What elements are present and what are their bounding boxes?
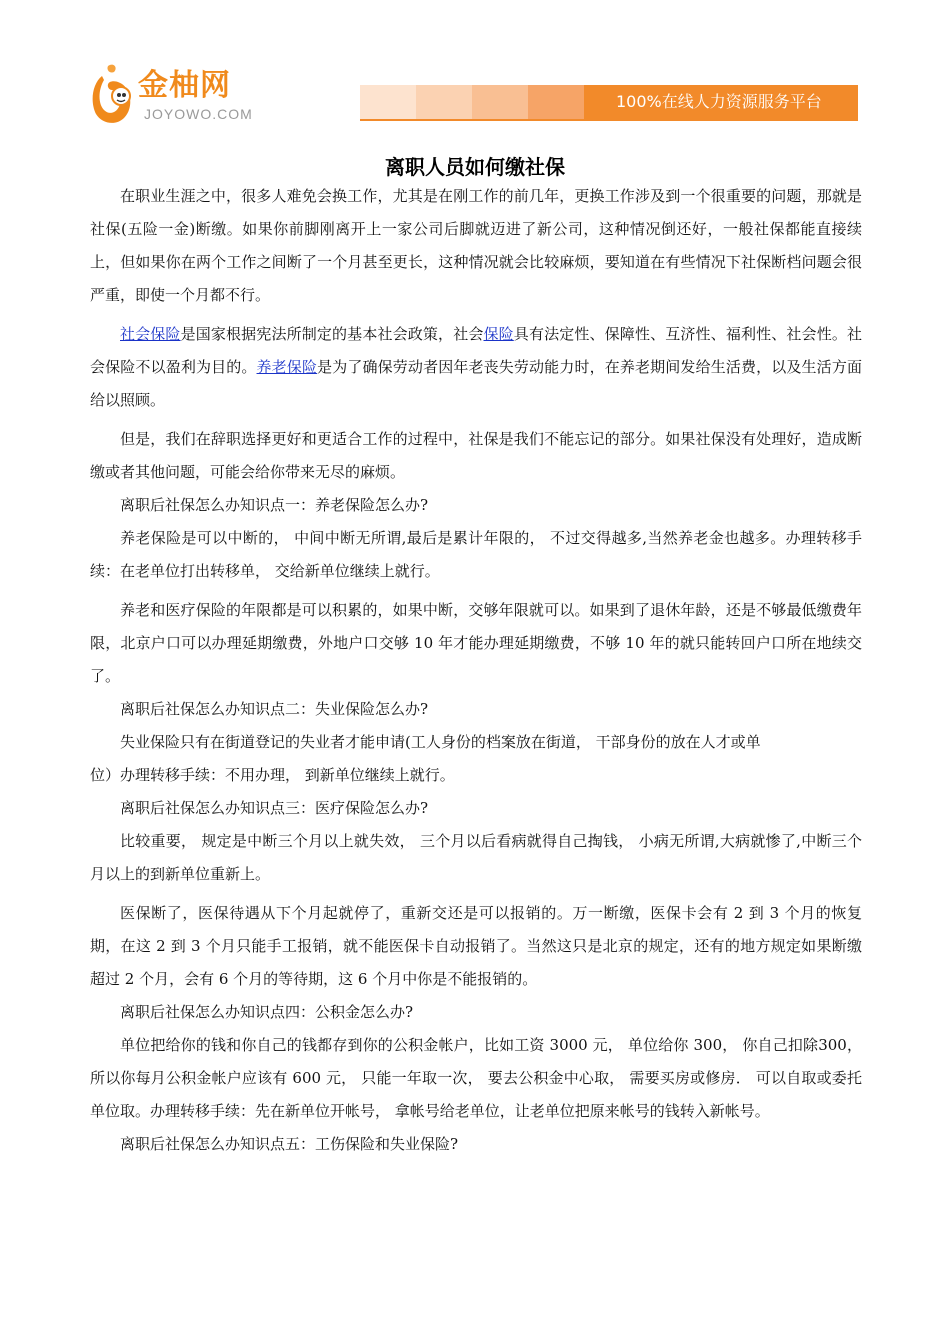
header-banner [360,85,858,119]
paragraph: 比较重要， 规定是中断三个月以上就失效， 三个月以后看病就得自己掏钱， 小病无所谓,大病就惨了,中断三个月以上的到新单位重新上。 [90,832,862,883]
page-header [0,0,950,140]
article-body [90,180,862,1161]
banner-gradient-block [360,85,416,119]
section-heading: 离职后社保怎么办知识点四：公积金怎么办? [120,1003,414,1021]
section-heading: 离职后社保怎么办知识点一：养老保险怎么办? [120,496,429,514]
brand-logo [88,62,263,132]
paragraph [90,318,862,417]
section-heading: 离职后社保怎么办知识点二：失业保险怎么办? [120,700,429,718]
paragraph: 养老和医疗保险的年限都是可以积累的，如果中断，交够年限就可以。如果到了退休年龄，还是不够最低缴费年限，北京户口可以办理延期缴费，外地户口交够 10 年才能办理延期缴费，不够 10 年的就只能转回户口所在地续交了。 [90,601,862,685]
paragraph-text: 是国家根据宪法所制定的基本社会政策，社会 [180,325,484,343]
page-title: 离职人员如何缴社保 [385,155,565,179]
paragraph: 失业保险只有在街道登记的失业者才能申请(工人身份的档案放在街道， 干部身份的放在人才或单 [120,733,761,751]
slogan-text: 100%在线人力资源服务平台 [616,92,822,111]
section-heading: 离职后社保怎么办知识点五：工伤保险和失业保险? [120,1135,459,1153]
section-heading: 离职后社保怎么办知识点三：医疗保险怎么办? [120,799,429,817]
paragraph-text: 具有法定性、保障性、互济性、福利性、社会性。社会保险不以盈利为目的。 [90,325,862,376]
banner-gradient-block [416,85,472,119]
banner-slogan-block [584,85,858,119]
pension-insurance-link[interactable]: 养老保险 [256,358,318,376]
banner-gradient-block [528,85,584,119]
paragraph-text: 是为了确保劳动者因年老丧失劳动能力时，在养老期间发给生活费，以及生活方面给以照顾。 [90,358,862,409]
paragraph: 单位把给你的钱和你自己的钱都存到你的公积金帐户，比如工资 3000 元， 单位给你 300， 你自己扣除300， 所以你每月公积金帐户应该有 600 元， 只能一年取一次， 要去公积金中心取， 需要买房或修房． 可以自取或委托单位取。办理转移手续：先在新单位开帐号， 拿帐号给老单位，让老单位把原来帐号的钱转入新帐号。 [90,1036,862,1120]
logo-domain: JOYOWO.COM [144,106,253,122]
header-rule [360,119,858,121]
paragraph: 在职业生涯之中，很多人难免会换工作，尤其是在刚工作的前几年，更换工作涉及到一个很重要的问题，那就是社保(五险一金)断缴。如果你前脚刚离开上一家公司后脚就迈进了新公司，这种情况倒还好，一般社保都能直接续上，但如果你在两个工作之间断了一个月甚至更长，这种情况就会比较麻烦，要知道在有些情况下社保断档问题会很严重，即使一个月都不行。 [90,187,862,304]
paragraph: 但是，我们在辞职选择更好和更适合工作的过程中，社保是我们不能忘记的部分。如果社保没有处理好，造成断缴或者其他问题，可能会给你带来无尽的麻烦。 [90,430,862,481]
logo-wordmark: 金柚网 [138,68,231,103]
insurance-link[interactable]: 保险 [483,325,514,343]
pomelo-mascot-icon [88,62,138,128]
paragraph: 养老保险是可以中断的， 中间中断无所谓,最后是累计年限的， 不过交得越多,当然养老金也越多。办理转移手续：在老单位打出转移单， 交给新单位继续上就行。 [90,529,862,580]
paragraph: 医保断了，医保待遇从下个月起就停了，重新交还是可以报销的。万一断缴，医保卡会有 2 到 3 个月的恢复期，在这 2 到 3 个月只能手工报销，就不能医保卡自动报销了。当然这只是北京的规定，还有的地方规定如果断缴超过 2 个月，会有 6 个月的等待期，这 6 个月中你是不能报销的。 [90,904,862,988]
banner-gradient-block [472,85,528,119]
social-insurance-link[interactable]: 社会保险 [120,325,181,343]
paragraph: 位）办理转移手续：不用办理， 到新单位继续上就行。 [90,766,455,784]
